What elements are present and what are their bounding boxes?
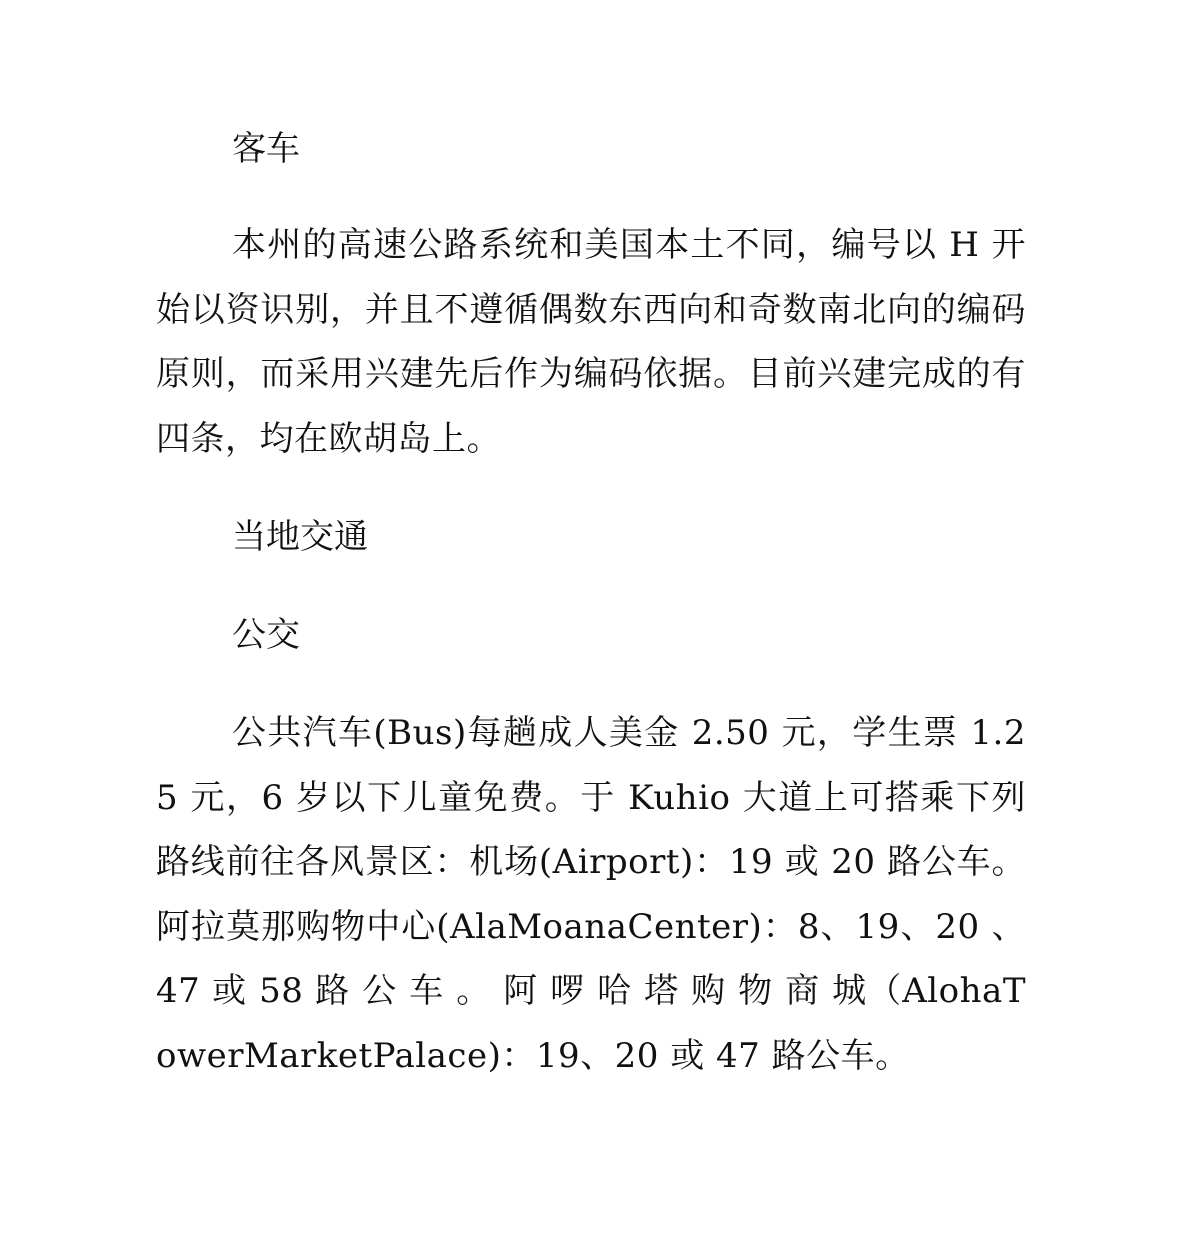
paragraph-bus-routes: 公共汽车(Bus)每趟成人美金 2.50 元，学生票 1.25 元，6 岁以下儿童免费。于 Kuhio 大道上可搭乘下列路线前往各风景区：机场(Airport)：19 或 20 路公车。阿拉莫那购物中心(AlaMoanaCenter)：8、19、20 、 47 或 58 路 公 车 。 阿 啰 哈 塔 购 物 商 城（AlohaTowerMarketPalace)：19、20 或 47 路公车。 (156, 713, 1026, 1076)
heading-local-transport: 当地交通 (232, 517, 368, 557)
heading-public-transit: 公交 (232, 615, 300, 655)
paragraph-highway-system: 本州的高速公路系统和美国本土不同，编号以 H 开始以资识别，并且不遵循偶数东西向和奇数南北向的编码原则，而采用兴建先后作为编码依据。目前兴建完成的有四条，均在欧胡岛上。 (156, 225, 1026, 459)
heading-bus: 客车 (232, 129, 300, 169)
document-page (156, 117, 1026, 1088)
